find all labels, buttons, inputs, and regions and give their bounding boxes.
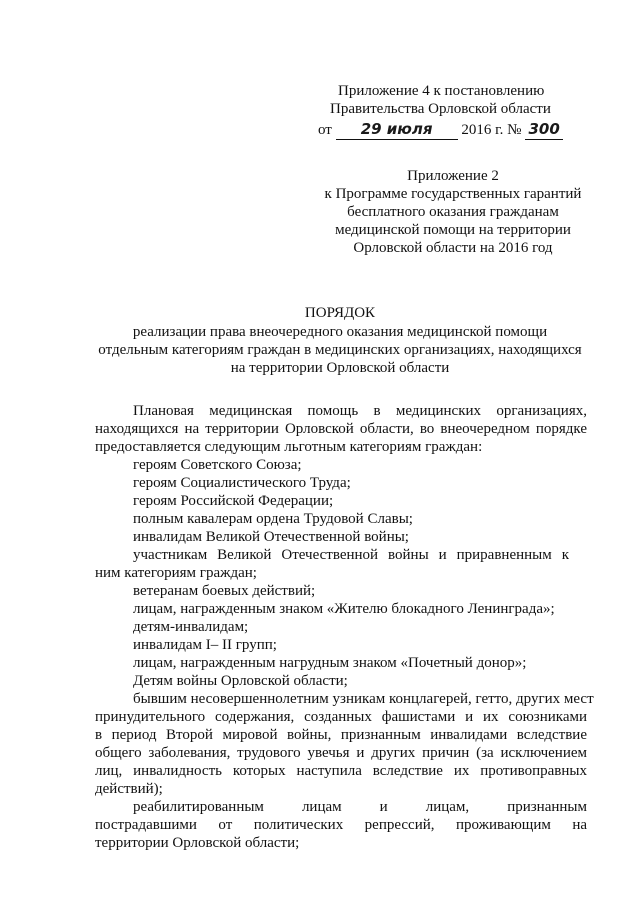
title-heading: ПОРЯДОК [304, 305, 376, 321]
list-item-continuation: принудительного содержания, созданных фашистами и их союзниками [95, 709, 587, 725]
list-item-continuation: действий); [95, 781, 163, 797]
resolution-line-1: Приложение 4 к постановлению [338, 83, 545, 99]
list-item: героям Социалистического Труда; [133, 475, 351, 491]
resolution-date-field [336, 120, 458, 140]
document-body [95, 402, 594, 852]
list-item: полным кавалерам ордена Трудовой Славы; [133, 511, 413, 527]
list-item: лицам, награжденным нагрудным знаком «Почетный донор»; [133, 655, 527, 671]
program-line: медицинской помощи на территории [335, 222, 571, 238]
list-item: героям Российской Федерации; [133, 493, 334, 509]
list-item: участникам Великой Отечественной войны и приравненным к [133, 547, 569, 563]
list-item: Детям войны Орловской области; [133, 673, 348, 689]
resolution-header [318, 82, 618, 140]
list-item: лицам, награжденным знаком «Жителю блокадного Ленинграда»; [133, 601, 555, 617]
program-line: к Программе государственных гарантий [324, 186, 582, 202]
date-prefix: от [318, 122, 332, 138]
list-item-continuation: пострадавшими от политических репрессий, проживающим на [95, 817, 587, 833]
handwritten-number: 300 [528, 120, 560, 138]
list-item: реабилитированным лицам и лицам, признанным [133, 799, 587, 815]
title-line: реализации права внеочередного оказания медицинской помощи [132, 324, 548, 340]
list-item: инвалидам I– II групп; [133, 637, 277, 653]
title-line: отдельным категориям граждан в медицинских организациях, находящихся [98, 342, 582, 358]
list-item-continuation: территории Орловской области; [95, 835, 300, 851]
document-title [60, 304, 620, 377]
body-line: находящихся на территории Орловской области, во внеочередном порядке [95, 421, 587, 437]
list-item: героям Советского Союза; [133, 457, 302, 473]
program-line: бесплатного оказания гражданам [347, 204, 559, 220]
title-line: на территории Орловской области [230, 360, 450, 376]
resolution-line-3 [318, 120, 618, 140]
handwritten-date: 29 июля [360, 120, 433, 138]
program-line: Орловской области на 2016 год [353, 240, 553, 256]
list-item: инвалидам Великой Отечественной войны; [133, 529, 409, 545]
program-header [318, 167, 588, 257]
body-line: предоставляется следующим льготным категориям граждан: [95, 439, 483, 455]
list-item: детям-инвалидам; [133, 619, 249, 635]
list-item-continuation: общего заболевания, трудового увечья и других причин (за исключением [95, 745, 587, 761]
list-item-continuation: в период Второй мировой войны, признанным инвалидами вследствие [95, 727, 587, 743]
list-item: ветеранам боевых действий; [133, 583, 316, 599]
resolution-line-2: Правительства Орловской области [330, 101, 551, 117]
list-item-continuation: ним категориям граждан; [95, 565, 257, 581]
program-line: Приложение 2 [407, 168, 499, 184]
list-item: бывшим несовершеннолетним узникам концлагерей, гетто, других мест [133, 691, 594, 707]
body-line: Плановая медицинская помощь в медицинских организациях, [133, 403, 587, 419]
list-item-continuation: лиц, инвалидность которых наступила вследствие их противоправных [95, 763, 587, 779]
date-year: 2016 г. № [461, 122, 522, 138]
resolution-number-field [525, 120, 563, 140]
